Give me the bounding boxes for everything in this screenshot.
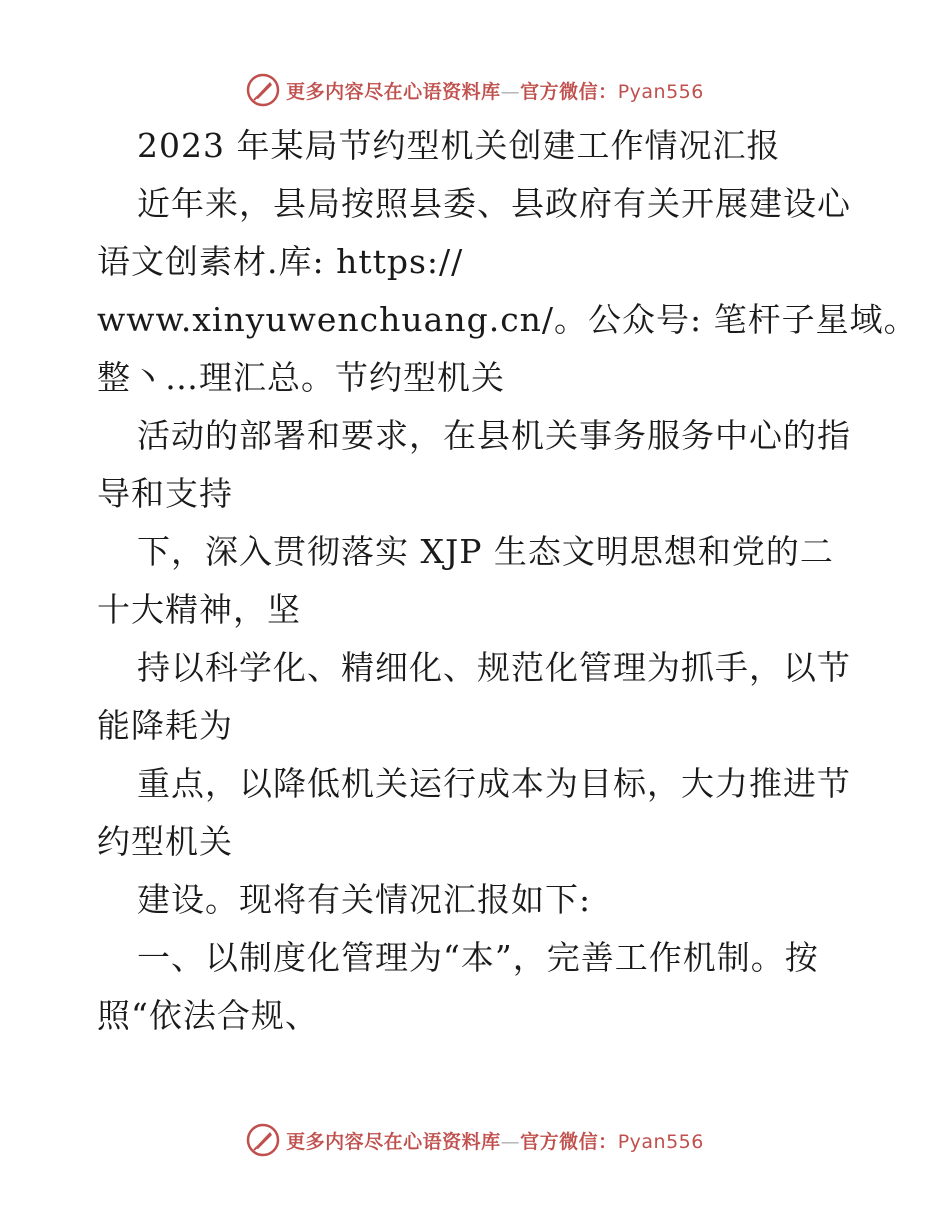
watermark-separator: — [500,80,521,103]
watermark-main: 更多内容尽在心语资料库 [286,80,501,103]
paragraph-line: 重点，以降低机关运行成本为目标，大力推进节 [137,764,851,803]
paragraph-line: 照“依法合规、 [97,996,319,1035]
paragraph-line: 导和支持 [97,474,233,513]
document-body [97,117,918,1045]
watermark-separator: — [500,1130,521,1153]
paragraph-line: 能降耗为 [97,706,233,745]
paragraph-line: 十大精神，坚 [97,590,301,629]
paragraph-line: 建设。现将有关情况汇报如下: [137,880,592,919]
paragraph-line: 语文创素材.库: https:// [97,242,464,281]
footer-watermark [0,1120,950,1160]
watermark-account-id: Pyan556 [617,1130,704,1153]
paragraph-line: 持以科学化、精细化、规范化管理为抓手，以节 [137,648,851,687]
watermark-account-label: 官方微信： [520,80,618,103]
feather-pen-logo-icon [246,1123,280,1157]
document-title: 2023 年某局节约型机关创建工作情况汇报 [137,126,781,165]
watermark-account-label: 官方微信： [520,1130,618,1153]
paragraph-line: 约型机关 [97,822,233,861]
watermark-account-id: Pyan556 [617,80,704,103]
paragraph-line: 整丶…理汇总。节约型机关 [97,358,505,397]
paragraph-line: 近年来，县局按照县委、县政府有关开展建设心 [137,184,851,223]
watermark-main: 更多内容尽在心语资料库 [286,1130,501,1153]
watermark-text [286,77,704,104]
watermark-text [286,1127,704,1154]
feather-pen-logo-icon [246,73,280,107]
paragraph-line: www.xinyuwenchuang.cn/。公众号: 笔杆子星域。 [97,300,918,339]
paragraph-line: 活动的部署和要求，在县机关事务服务中心的指 [137,416,851,455]
paragraph-line: 下，深入贯彻落实 XJP 生态文明思想和党的二 [137,532,834,571]
paragraph-line: 一、以制度化管理为“本”，完善工作机制。按 [137,938,819,977]
header-watermark [0,70,950,110]
